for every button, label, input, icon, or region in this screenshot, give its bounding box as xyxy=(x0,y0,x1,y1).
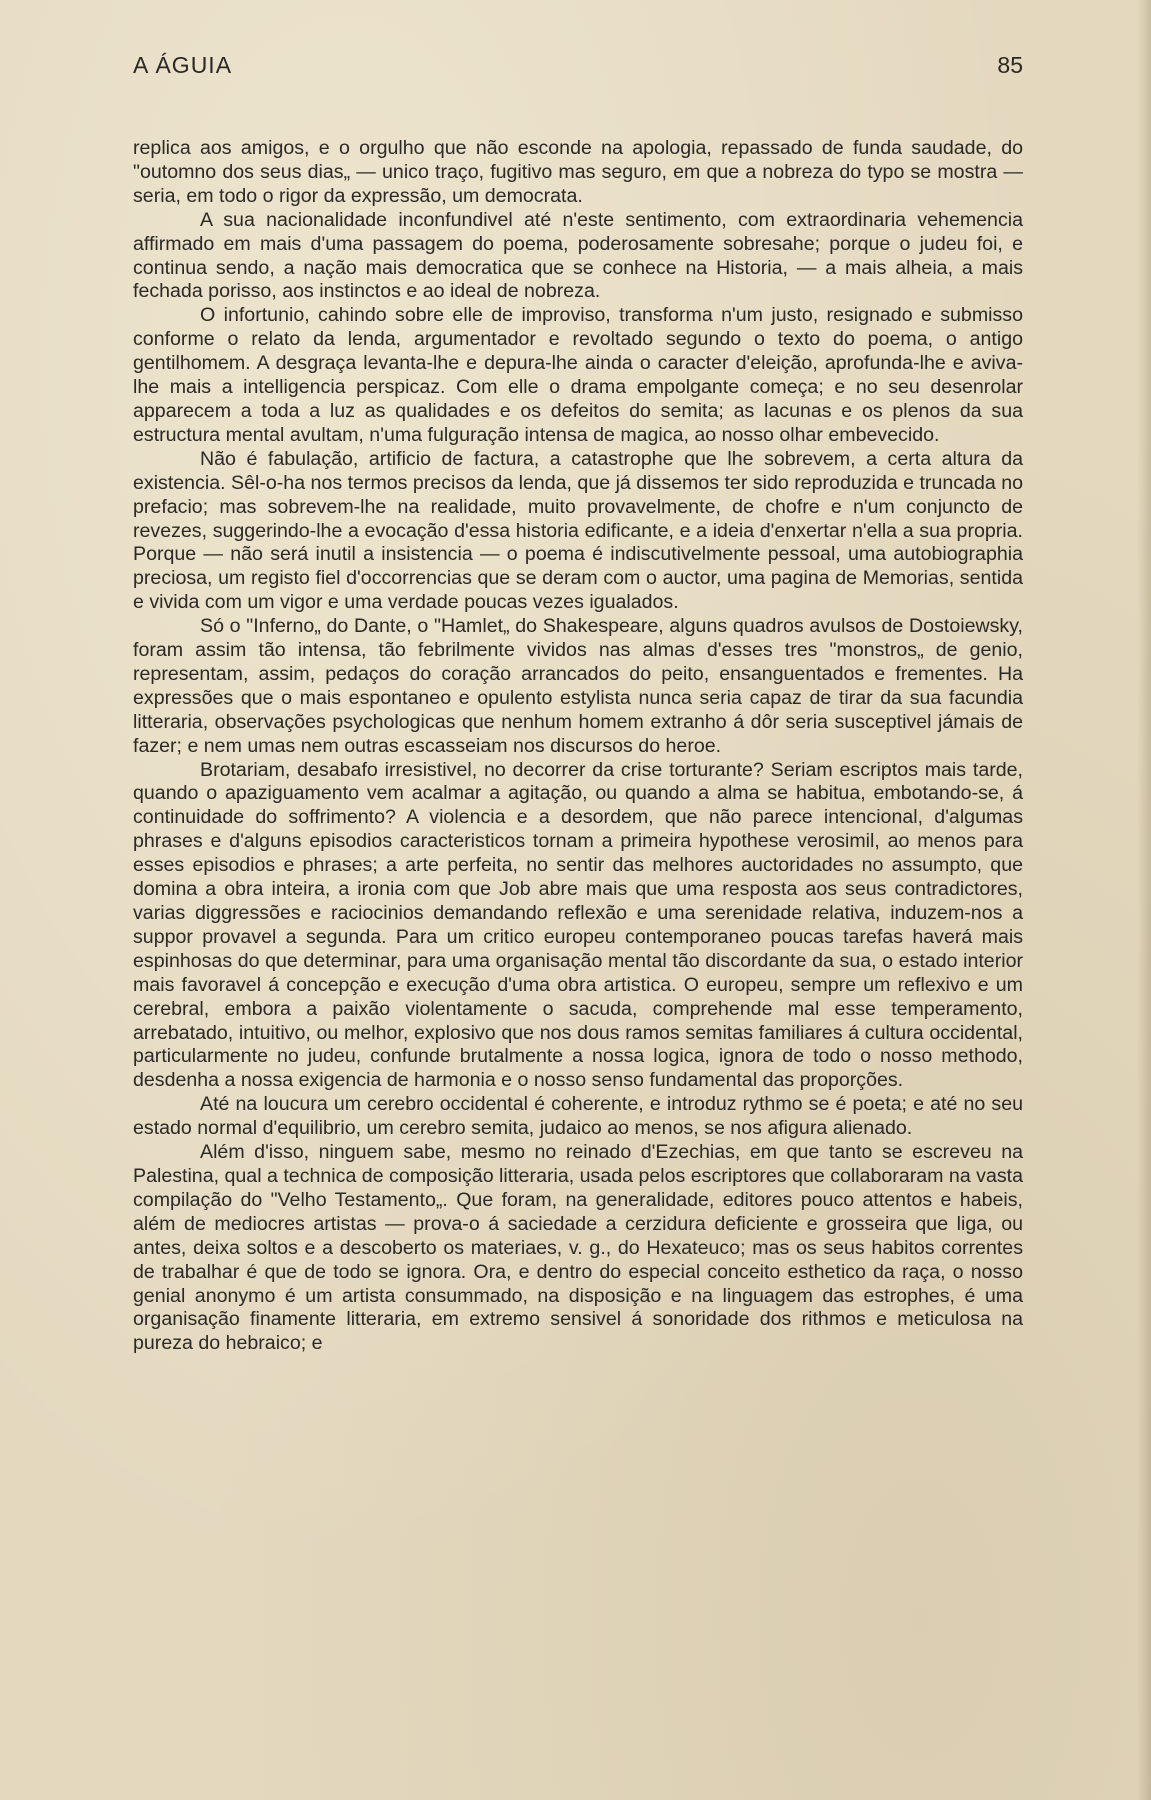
paragraph: replica aos amigos, e o orgulho que não esconde na apologia, repassado de funda saudade, do "outomno dos seus dias„ — unico traço, fugitivo mas seguro, em que a nobreza do typo se mostra — seria, em todo o rigor da expressão, um democrata. xyxy=(133,137,1023,207)
running-title: A ÁGUIA xyxy=(133,52,233,78)
paragraph: A sua nacionalidade inconfundivel até n'este sentimento, com extraordinaria vehemencia affirmado em mais d'uma passagem do poema, poderosamente sobresahe; porque o judeu foi, e continua sendo, a nação mais democratica que se conhece na Historia, — a mais alheia, a mais fechada porisso, aos instinctos e ao ideal de nobreza. xyxy=(133,208,1023,303)
paragraph: Não é fabulação, artificio de factura, a catastrophe que lhe sobrevem, a certa altura da existencia. Sêl-o-ha nos termos precisos da lenda, que já dissemos ter sido reproduzida e truncada no prefacio; mas sobrevem-lhe na realidade, muito provavelmente, de chofre e n'um conjuncto de revezes, suggerindo-lhe a evocação d'essa historia edificante, e a ideia d'enxertar n'ella a sua propria. Porque — não será inutil a insistencia — o poema é indiscutivelmente pessoal, uma autobiographia preciosa, um registo fiel d'occorrencias que se deram com o auctor, uma pagina de Memorias, sentida e vivida com um vigor e uma verdade poucas vezes igualados. xyxy=(133,447,1023,614)
page-number: 85 xyxy=(997,52,1023,78)
page-edge-shadow xyxy=(1137,0,1151,1800)
page-header xyxy=(133,52,1023,84)
paragraph: Só o "Inferno„ do Dante, o "Hamlet„ do Shakespeare, alguns quadros avulsos de Dostoiewsky, foram assim tão intensa, tão febrilmente vividos nas almas d'esses tres "monstros„ de genio, representam, assim, pedaços do coração arrancados do peito, ensanguentados e frementes. Ha expressões que o mais espontaneo e opulento estylista nunca seria capaz de tirar da sua facundia litteraria, observações psychologicas que nenhum homem extranho á dôr seria susceptivel jámais de fazer; e nem umas nem outras escasseiam nos discursos do heroe. xyxy=(133,615,1023,757)
paragraph: Até na loucura um cerebro occidental é coherente, e introduz rythmo se é poeta; e até no seu estado normal d'equilibrio, um cerebro semita, judaico ao menos, se nos afigura alienado. xyxy=(133,1093,1023,1140)
paragraph: Além d'isso, ninguem sabe, mesmo no reinado d'Ezechias, em que tanto se escreveu na Palestina, qual a technica de composição litteraria, usada pelos escriptores que collaboraram na vasta compilação do "Velho Testamento„. Que foram, na generalidade, editores pouco attentos e habeis, além de mediocres artistas — prova-o á saciedade a cerzidura deficiente e grosseira que liga, ou antes, deixa soltos e a descoberto os materiaes, v. g., do Hexateuco; mas os seus habitos correntes de trabalhar é que de todo se ignora. Ora, e dentro do especial conceito esthetico da raça, o nosso genial anonymo é um artista consummado, na disposição e na linguagem das estrophes, é uma organisação finamente litteraria, em extremo sensivel á sonoridade dos rithmos e meticulosa na pureza do hebraico; e xyxy=(133,1141,1023,1355)
paragraph: O infortunio, cahindo sobre elle de improviso, transforma n'um justo, resignado e submisso conforme o relato da lenda, argumentador e revoltado segundo o texto do poema, o antigo gentilhomem. A desgraça levanta-lhe e depura-lhe ainda o caracter d'eleição, aprofunda-lhe e aviva-lhe mais a intelligencia perspicaz. Com elle o drama empolgante começa; e no seu desenrolar apparecem a toda a luz as qualidades e os defeitos do semita; as lacunas e os plenos da sua estructura mental avultam, n'uma fulguração intensa de magica, ao nosso olhar embevecido. xyxy=(133,304,1023,446)
body-text xyxy=(133,137,1023,1356)
paragraph: Brotariam, desabafo irresistivel, no decorrer da crise torturante? Seriam escriptos mais tarde, quando o apaziguamento vem acalmar a agitação, ou quando a alma se habitua, embotando-se, á continuidade do soffrimento? A violencia e a desordem, que não parece intencional, d'algumas phrases e d'alguns episodios caracteristicos tornam a primeira hypothese verosimil, ao menos para esses episodios e phrases; a arte perfeita, no sentir das melhores auctoridades no assumpto, que domina a obra inteira, a ironia com que Job abre mais que uma resposta aos seus contradictores, varias diggressões e raciocinios demandando reflexão e uma serenidade relativa, induzem-nos a suppor provavel a segunda. Para um critico europeu contemporaneo poucas tarefas haverá mais espinhosas do que determinar, para uma organisação mental tão discordante da sua, o estado interior mais favoravel á concepção e execução d'uma obra artistica. O europeu, sempre um reflexivo e um cerebral, embora a paixão violentamente o sacuda, comprehende mal esse temperamento, arrebatado, intuitivo, ou melhor, explosivo que nos dous ramos semitas familiares á cultura occidental, particularmente no judeu, confunde brutalmente a nossa logica, ignora de todo o nosso methodo, desdenha a nossa exigencia de harmonia e o nosso senso fundamental das proporções. xyxy=(133,758,1023,1092)
